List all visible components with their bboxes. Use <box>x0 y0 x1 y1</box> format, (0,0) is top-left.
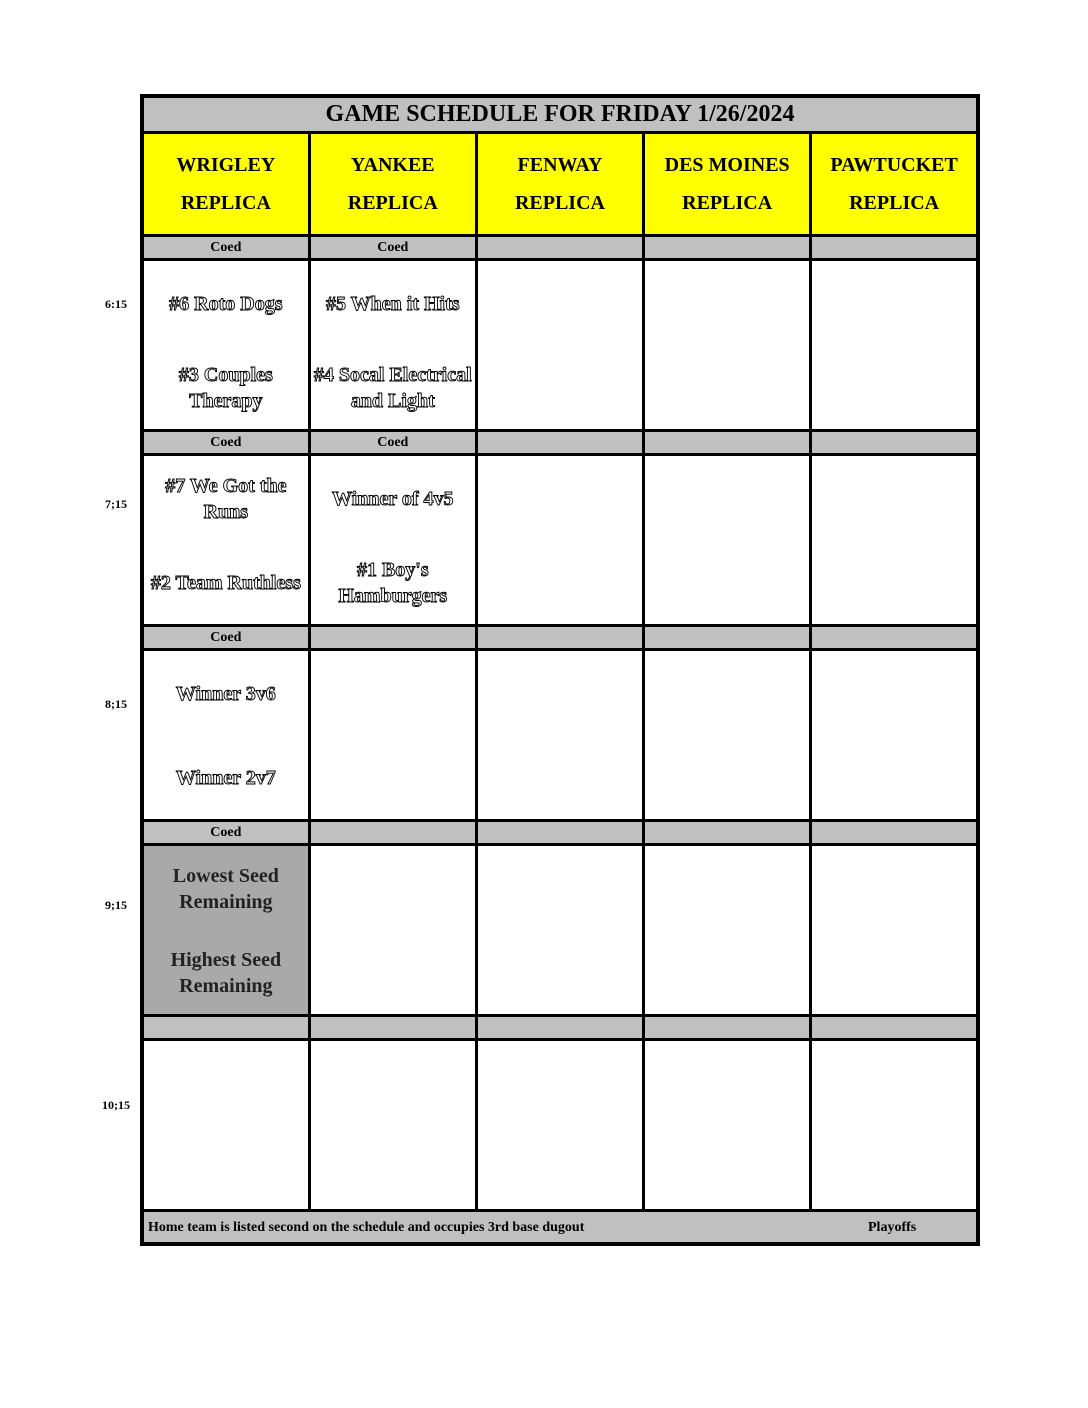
away-team <box>645 846 809 932</box>
game-cell <box>142 845 309 1016</box>
division-label <box>644 431 811 455</box>
home-team <box>812 542 976 624</box>
home-team <box>478 542 642 624</box>
division-label-row <box>142 821 978 845</box>
away-team <box>812 846 976 932</box>
division-label <box>476 1016 643 1040</box>
field-subtitle: REPLICA <box>180 192 271 214</box>
game-cell <box>476 455 643 626</box>
division-label: Coed <box>142 821 309 845</box>
division-label <box>476 431 643 455</box>
schedule-table <box>140 94 980 1246</box>
home-team <box>311 932 475 1014</box>
game-cell <box>142 650 309 821</box>
game-cell <box>309 260 476 431</box>
field-header-row <box>142 133 978 236</box>
away-team <box>812 1041 976 1127</box>
field-name: YANKEE <box>350 154 435 176</box>
home-team <box>645 1127 809 1209</box>
game-cell <box>309 845 476 1016</box>
game-cell <box>142 455 309 626</box>
division-label <box>476 821 643 845</box>
footer-row <box>142 1211 978 1245</box>
field-subtitle: REPLICA <box>514 192 605 214</box>
game-cell <box>309 1040 476 1211</box>
division-label: Coed <box>309 236 476 260</box>
time-slot-row <box>142 260 978 431</box>
division-label <box>811 821 978 845</box>
away-team <box>478 261 642 347</box>
away-team: #6 Roto Dogs <box>169 293 283 315</box>
division-label <box>309 821 476 845</box>
game-cell <box>309 455 476 626</box>
division-label-row <box>142 236 978 260</box>
division-label <box>811 236 978 260</box>
division-label: Coed <box>142 236 309 260</box>
home-team <box>478 347 642 429</box>
game-cell <box>644 1040 811 1211</box>
game-cell <box>811 455 978 626</box>
away-team: #7 We Got the Runs <box>165 475 287 523</box>
field-name: DES MOINES <box>664 154 790 176</box>
field-subtitle: REPLICA <box>347 192 438 214</box>
schedule-title: GAME SCHEDULE FOR FRIDAY 1/26/2024 <box>142 96 978 133</box>
game-cell <box>476 845 643 1016</box>
division-label <box>309 626 476 650</box>
time-slot-row <box>142 650 978 821</box>
game-cell <box>644 845 811 1016</box>
away-team <box>478 1041 642 1127</box>
time-label: 8;15 <box>105 697 127 711</box>
time-slot-row <box>142 1040 978 1211</box>
time-label: 10;15 <box>102 1098 130 1112</box>
field-name: PAWTUCKET <box>830 154 958 176</box>
home-team: Winner 2v7 <box>175 767 276 789</box>
home-team <box>812 932 976 1014</box>
home-team <box>645 347 809 429</box>
division-label <box>476 626 643 650</box>
home-team <box>311 737 475 819</box>
field-header-3 <box>476 133 643 236</box>
game-cell <box>811 260 978 431</box>
away-team <box>645 456 809 542</box>
away-team <box>645 1041 809 1127</box>
division-label-row <box>142 431 978 455</box>
home-team <box>478 1127 642 1209</box>
home-team: #4 Socal Electrical and Light <box>313 364 472 412</box>
away-team <box>144 1041 308 1127</box>
away-team: Winner 3v6 <box>175 683 276 705</box>
time-slot-row <box>142 845 978 1016</box>
footer-cell <box>142 1211 978 1245</box>
time-label: 6:15 <box>105 297 127 311</box>
home-team <box>645 737 809 819</box>
field-name: FENWAY <box>517 154 603 176</box>
field-header-4 <box>644 133 811 236</box>
game-cell <box>811 1040 978 1211</box>
home-team <box>812 737 976 819</box>
home-team-note: Home team is listed second on the schedule and occupies 3rd base dugout <box>148 1220 585 1235</box>
game-cell <box>142 260 309 431</box>
field-header-1 <box>142 133 309 236</box>
division-label <box>811 431 978 455</box>
away-team <box>478 846 642 932</box>
away-team <box>311 1041 475 1127</box>
game-cell <box>644 260 811 431</box>
away-team: #5 When it Hits <box>326 293 460 315</box>
time-slot-row <box>142 455 978 626</box>
home-team <box>144 1127 308 1209</box>
home-team: #1 Boy's Hamburgers <box>338 559 448 607</box>
game-cell <box>476 1040 643 1211</box>
game-cell <box>644 455 811 626</box>
division-label-row <box>142 1016 978 1040</box>
division-label <box>476 236 643 260</box>
division-label <box>644 626 811 650</box>
away-team <box>645 261 809 347</box>
home-team <box>812 1127 976 1209</box>
home-team <box>311 1127 475 1209</box>
division-label: Coed <box>142 626 309 650</box>
field-header-2 <box>309 133 476 236</box>
away-team <box>645 651 809 737</box>
field-subtitle: REPLICA <box>849 192 940 214</box>
division-label-row <box>142 626 978 650</box>
away-team <box>478 651 642 737</box>
time-label: 9;15 <box>105 898 127 912</box>
away-team <box>812 651 976 737</box>
field-name: WRIGLEY <box>176 154 276 176</box>
home-team <box>645 542 809 624</box>
division-label <box>142 1016 309 1040</box>
away-team <box>812 456 976 542</box>
time-label: 7;15 <box>105 497 127 511</box>
title-row <box>142 96 978 133</box>
game-cell <box>811 650 978 821</box>
game-cell <box>476 650 643 821</box>
game-cell <box>142 1040 309 1211</box>
home-team: Highest Seed Remaining <box>170 949 282 997</box>
away-team: Winner of 4v5 <box>332 488 454 510</box>
field-header-5 <box>811 133 978 236</box>
away-team <box>812 261 976 347</box>
away-team <box>311 846 475 932</box>
division-label <box>644 236 811 260</box>
division-label <box>811 1016 978 1040</box>
playoffs-label: Playoffs <box>868 1220 917 1235</box>
home-team: #3 Couples Therapy <box>178 364 273 412</box>
division-label: Coed <box>142 431 309 455</box>
division-label <box>644 821 811 845</box>
away-team <box>311 651 475 737</box>
division-label: Coed <box>309 431 476 455</box>
away-team: Lowest Seed Remaining <box>172 865 279 913</box>
game-cell <box>644 650 811 821</box>
away-team <box>478 456 642 542</box>
field-subtitle: REPLICA <box>682 192 773 214</box>
home-team <box>645 932 809 1014</box>
division-label <box>309 1016 476 1040</box>
home-team: #2 Team Ruthless <box>150 572 301 594</box>
game-cell <box>309 650 476 821</box>
game-cell <box>476 260 643 431</box>
division-label <box>811 626 978 650</box>
game-cell <box>811 845 978 1016</box>
home-team <box>478 932 642 1014</box>
home-team <box>812 347 976 429</box>
division-label <box>644 1016 811 1040</box>
home-team <box>478 737 642 819</box>
